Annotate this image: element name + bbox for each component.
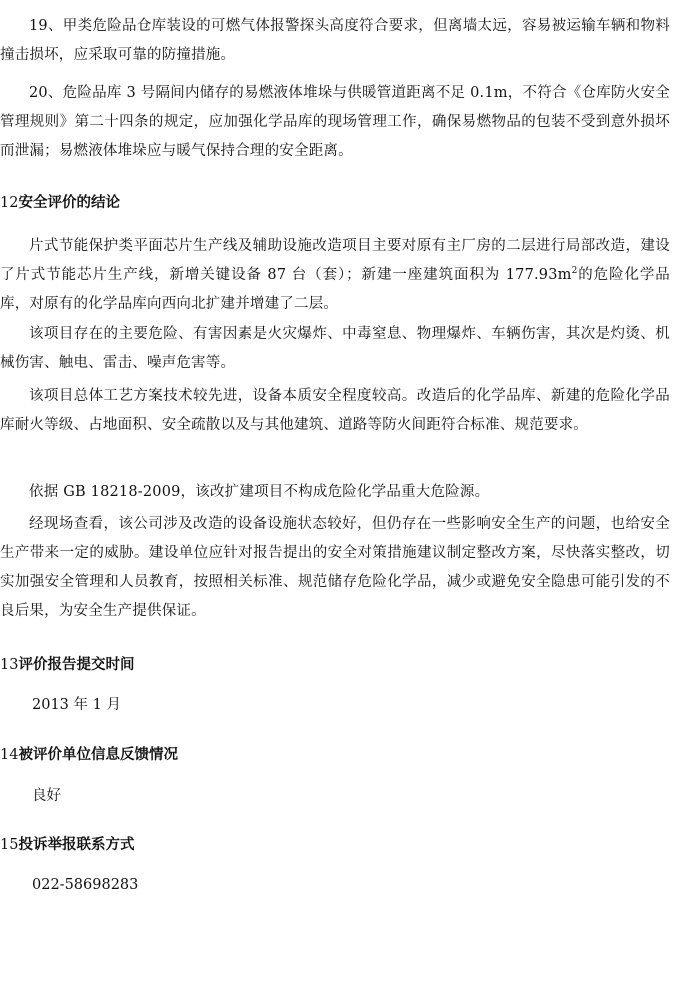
conclusion-paragraph-3: 该项目总体工艺方案技术较先进，设备本质安全程度较高。改造后的化学品库、新建的危险化学品库耐火等级、占地面积、安全疏散以及与其他建筑、道路等防火间距符合标准、规范要求。 [0, 388, 670, 433]
section-15-title: 投诉举报联系方式 [18, 837, 135, 853]
conclusion-paragraph-5: 经现场查看，该公司涉及改造的设备设施状态较好，但仍存在一些影响安全生产的问题，也给安全生产带来一定的威胁。建设单位应针对报告提出的安全对策措施建议制定整改方案，尽快落实整改，切实加强安全管理和人员教育，按照相关标准、规范储存危险化学品，减少或避免安全隐患可能引发的不良后果，为安全生产提供保证。 [0, 516, 670, 619]
section-14-heading [0, 745, 178, 765]
conclusion-paragraph-2: 该项目存在的主要危险、有害因素是火灾爆炸、中毒窒息、物理爆炸、车辆伤害，其次是灼烫、机械伤害、触电、雷击、噪声危害等。 [0, 326, 670, 371]
section-13-number: 13 [0, 657, 19, 673]
item-20-paragraph: 20、危险品库 3 号隔间内储存的易燃液体堆垛与供暖管道距离不足 0.1m，不符合《仓库防火安全管理规则》第二十四条的规定，应加强化学品库的现场管理工作，确保易燃物品的包装不受到意外损坏而泄漏；易燃液体堆垛应与暖气保持合理的安全距离。 [0, 85, 670, 159]
section-13-heading [0, 655, 134, 675]
section-14-number: 14 [0, 747, 19, 763]
contact-phone: 022-58698283 [32, 877, 139, 893]
conclusion-paragraph-1-text: 片式节能保护类平面芯片生产线及辅助设施改造项目主要对原有主厂房的二层进行局部改造，建设了片式节能芯片生产线，新增关键设备 87 台（套）；新建一座建筑面积为 177.93m [0, 238, 670, 283]
conclusion-paragraph-1-text-end: 的危险化学品库，对原有的化学品库向西向北扩建并增建了二层。 [0, 267, 670, 312]
section-13-title: 评价报告提交时间 [18, 657, 135, 673]
section-14-title: 被评价单位信息反馈情况 [18, 747, 178, 763]
section-12-title: 安全评价的结论 [18, 195, 120, 211]
item-19-paragraph: 19、甲类危险品仓库装设的可燃气体报警探头高度符合要求，但离墙太远，容易被运输车辆和物料撞击损坏，应采取可靠的防撞措施。 [0, 18, 670, 63]
conclusion-paragraph-4: 依据 GB 18218-2009，该改扩建项目不构成危险化学品重大危险源。 [29, 484, 490, 500]
feedback-value: 良好 [32, 788, 61, 804]
submission-date: 2013 年 1 月 [32, 697, 121, 713]
section-12-heading [0, 193, 120, 213]
area-unit-superscript: 2 [571, 266, 578, 277]
conclusion-paragraph-1 [0, 232, 670, 319]
section-15-number: 15 [0, 837, 19, 853]
section-12-number: 12 [0, 195, 19, 211]
section-15-heading [0, 835, 134, 855]
